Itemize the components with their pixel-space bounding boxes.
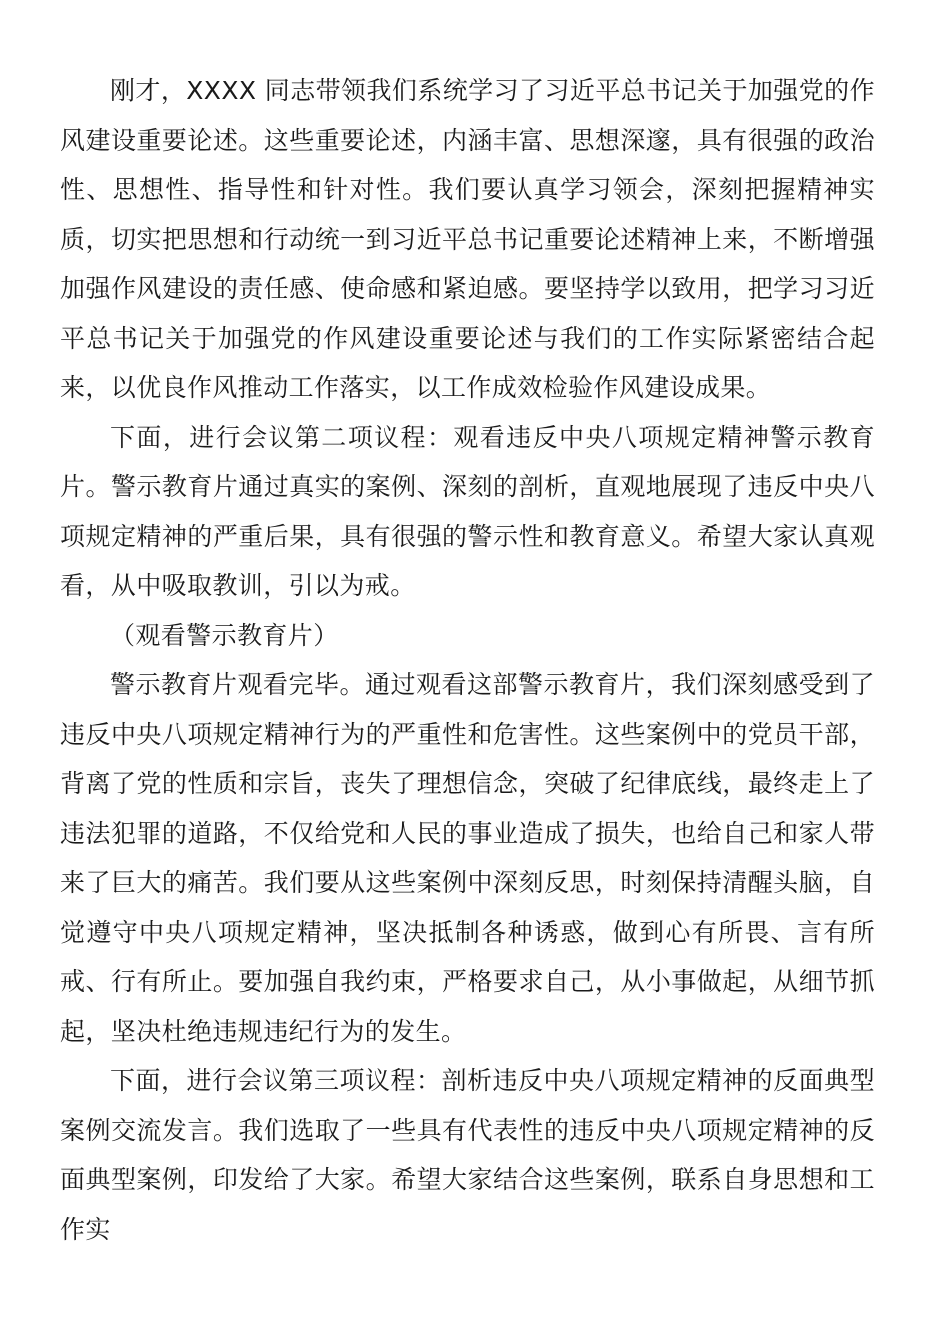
paragraph-watch-film-note: （观看警示教育片）: [110, 620, 339, 650]
paragraph-agenda-item-three: 下面，进行会议第三项议程：剖析违反中央八项规定精神的反面典型案例交流发言。我们选取了一些具有代表性的违反中央八项规定精神的反面典型案例，印发给了大家。希望大家结合这些案例，联系自身思想和工作实: [60, 1066, 875, 1244]
paragraph-film-reflection: 警示教育片观看完毕。通过观看这部警示教育片，我们深刻感受到了违反中央八项规定精神行为的严重性和危害性。这些案例中的党员干部，背离了党的性质和宗旨，丧失了理想信念，突破了纪律底线，最终走上了违法犯罪的道路，不仅给党和人民的事业造成了损失，也给自己和家人带来了巨大的痛苦。我们要从这些案例中深刻反思，时刻保持清醒头脑，自觉遵守中央八项规定精神，坚决抵制各种诱惑，做到心有所畏、言有所戒、行有所止。要加强自我约束，严格要求自己，从小事做起，从细节抓起，坚决杜绝违规违纪行为的发生。: [60, 670, 875, 1046]
paragraph-agenda-item-two: 下面，进行会议第二项议程：观看违反中央八项规定精神警示教育片。警示教育片通过真实的案例、深刻的剖析，直观地展现了违反中央八项规定精神的严重后果，具有很强的警示性和教育意义。希望大家认真观看，从中吸取教训，引以为戒。: [60, 422, 875, 600]
paragraph-study-summary: 刚才，XXXX 同志带领我们系统学习了习近平总书记关于加强党的作风建设重要论述。这些重要论述，内涵丰富、思想深邃，具有很强的政治性、思想性、指导性和针对性。我们要认真学习领会，深刻把握精神实质，切实把思想和行动统一到习近平总书记重要论述精神上来，不断增强加强作风建设的责任感、使命感和紧迫感。要坚持学以致用，把学习习近平总书记关于加强党的作风建设重要论述与我们的工作实际紧密结合起来，以优良作风推动工作落实，以工作成效检验作风建设成果。: [60, 76, 875, 402]
document-body: [60, 66, 875, 1254]
